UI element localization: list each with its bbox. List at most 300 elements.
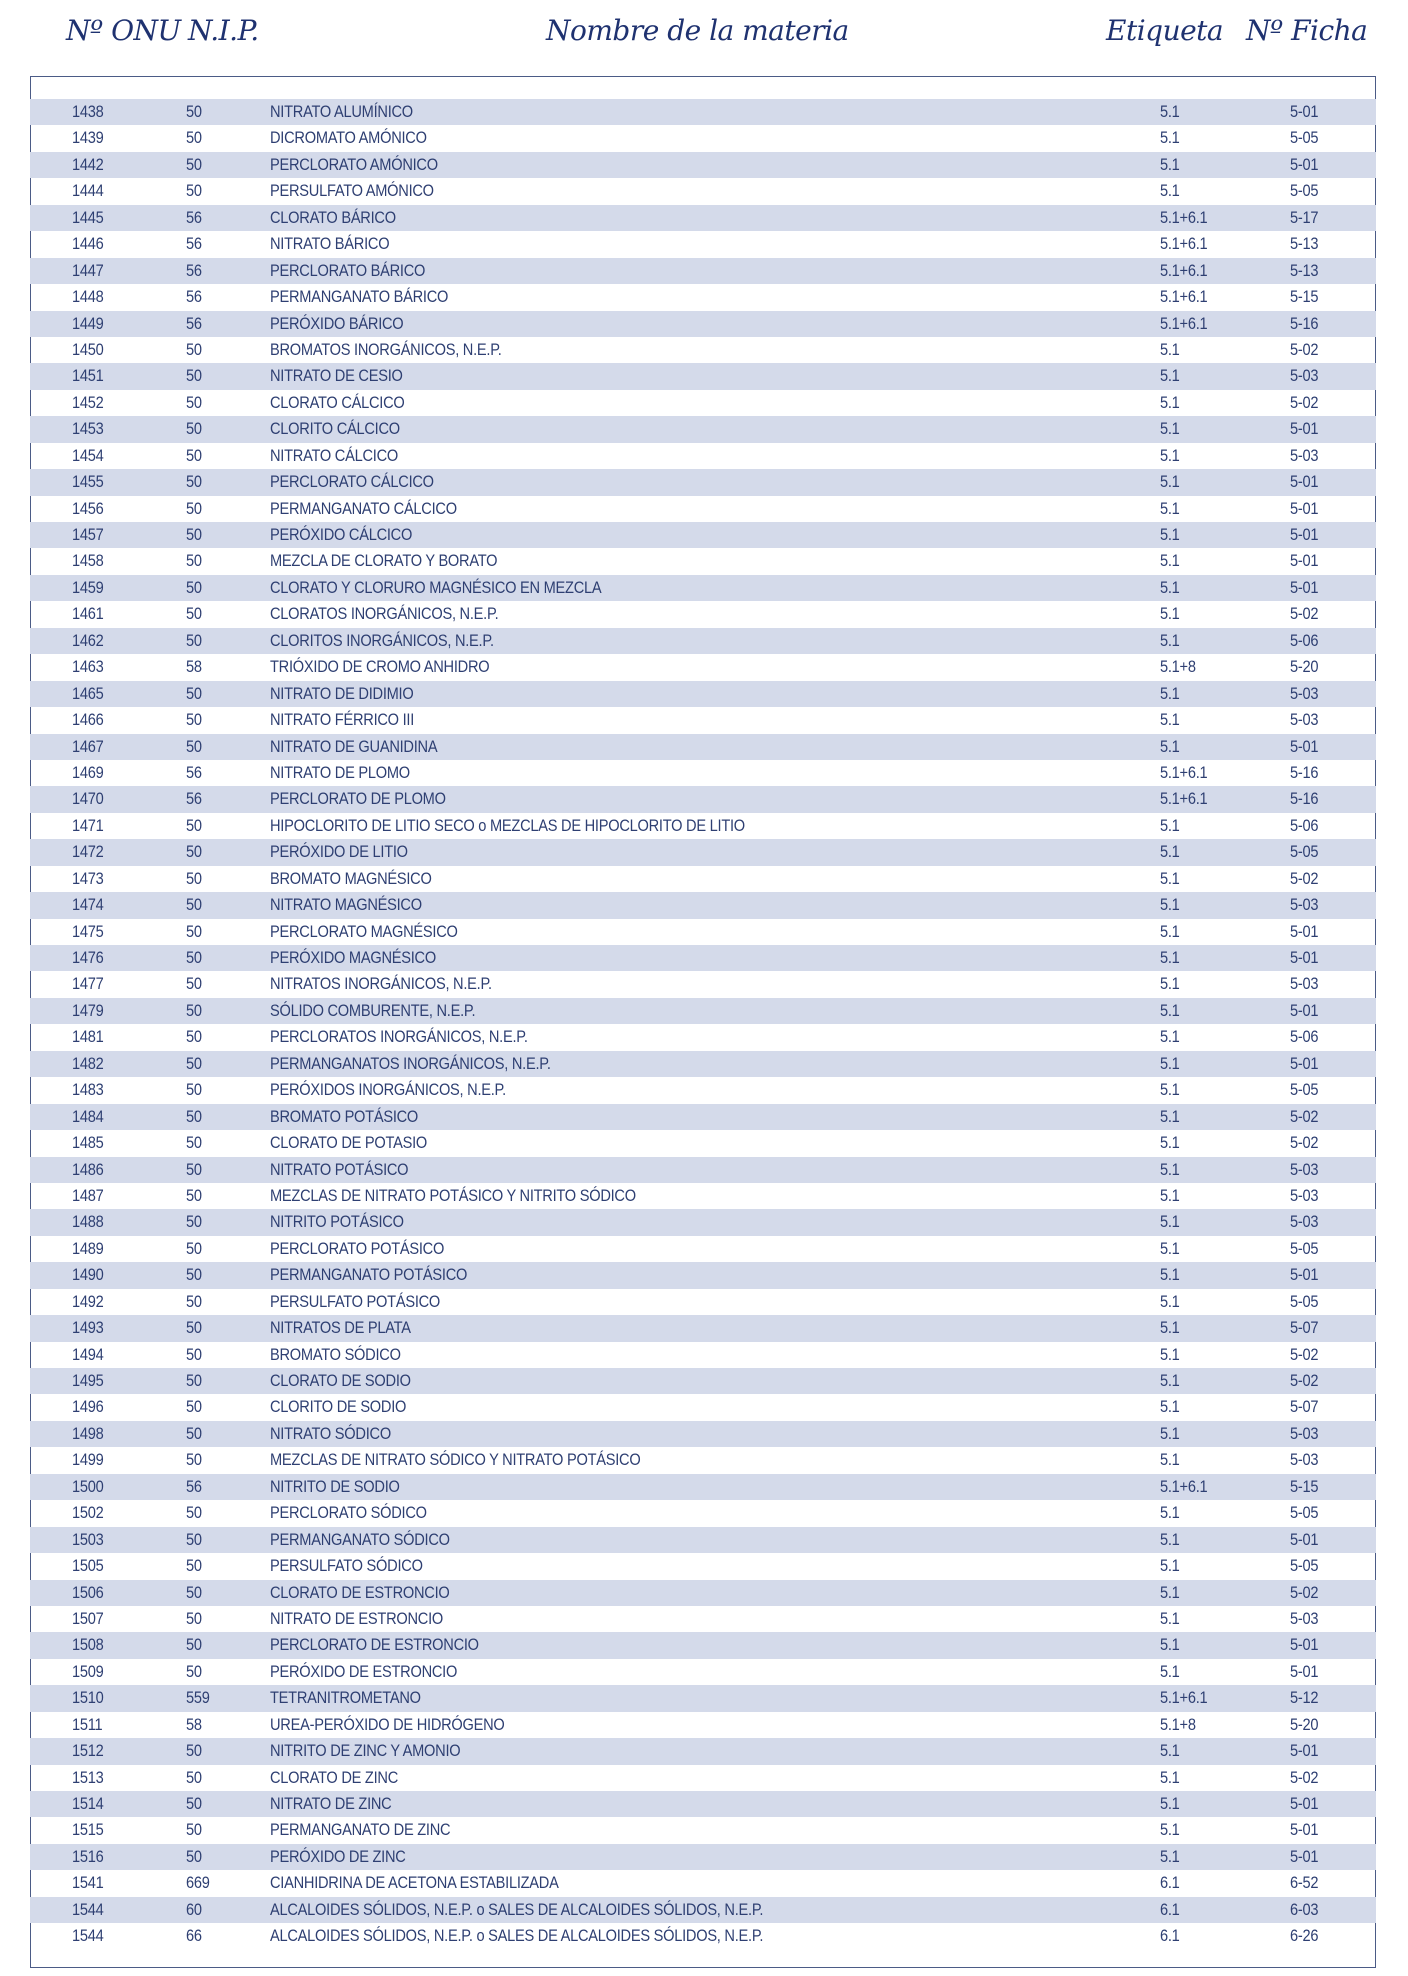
cell-ficha: 5-03 <box>1290 683 1319 703</box>
cell-name: CLORATO DE SODIO <box>270 1371 411 1390</box>
table-row <box>30 1632 1376 1658</box>
cell-name: PERÓXIDO MAGNÉSICO <box>270 948 436 967</box>
cell-nip: 50 <box>186 1661 202 1681</box>
cell-etiqueta: 5.1+6.1 <box>1160 260 1208 280</box>
cell-etiqueta: 5.1 <box>1160 1027 1180 1047</box>
cell-name: PERMANGANATO DE ZINC <box>270 1820 451 1840</box>
table-row <box>30 363 1376 389</box>
cell-name: PERÓXIDOS INORGÁNICOS, N.E.P. <box>270 1080 506 1100</box>
cell-onu: 1477 <box>72 974 104 994</box>
cell-ficha: 5-02 <box>1290 392 1319 412</box>
cell-onu: 1459 <box>72 577 104 597</box>
cell-ficha: 5-01 <box>1290 1661 1319 1681</box>
table-row <box>30 1685 1376 1711</box>
cell-etiqueta: 5.1 <box>1160 525 1180 544</box>
cell-ficha: 5-01 <box>1290 921 1319 941</box>
cell-nip: 58 <box>186 657 202 677</box>
cell-onu: 1541 <box>72 1873 104 1893</box>
cell-onu: 1490 <box>72 1265 104 1285</box>
cell-name: NITRATOS DE PLATA <box>270 1318 411 1338</box>
cell-etiqueta: 5.1 <box>1160 1053 1180 1073</box>
table-row <box>30 1051 1376 1077</box>
table-row <box>30 1262 1376 1288</box>
cell-onu: 1451 <box>72 366 104 386</box>
cell-name: CLORATO BÁRICO <box>270 207 396 227</box>
cell-name: NITRATO ALUMÍNICO <box>270 102 413 121</box>
cell-nip: 50 <box>186 1000 202 1020</box>
cell-ficha: 5-01 <box>1290 1053 1319 1073</box>
cell-onu: 1453 <box>72 419 104 439</box>
cell-nip: 50 <box>186 1212 202 1232</box>
cell-nip: 50 <box>186 339 202 359</box>
cell-nip: 50 <box>186 366 202 386</box>
cell-onu: 1469 <box>72 762 104 782</box>
table-row <box>30 1024 1376 1050</box>
cell-name: NITRITO DE ZINC Y AMONIO <box>270 1741 461 1761</box>
cell-name: NITRATO CÁLCICO <box>270 445 399 465</box>
table-row <box>30 1817 1376 1843</box>
cell-etiqueta: 5.1 <box>1160 736 1180 756</box>
cell-ficha: 5-03 <box>1290 366 1319 386</box>
cell-ficha: 5-01 <box>1290 1000 1319 1020</box>
cell-name: CLORATO DE POTASIO <box>270 1133 428 1153</box>
cell-etiqueta: 5.1 <box>1160 498 1180 518</box>
table-row <box>30 1104 1376 1130</box>
table-row <box>30 1447 1376 1473</box>
cell-etiqueta: 6.1 <box>1160 1873 1180 1893</box>
cell-etiqueta: 5.1 <box>1160 815 1180 835</box>
cell-nip: 56 <box>186 789 202 809</box>
cell-etiqueta: 5.1 <box>1160 1635 1180 1655</box>
cell-etiqueta: 5.1 <box>1160 1397 1180 1417</box>
cell-etiqueta: 5.1 <box>1160 102 1180 121</box>
table-row <box>30 337 1376 363</box>
cell-etiqueta: 5.1+6.1 <box>1160 234 1208 254</box>
cell-nip: 50 <box>186 710 202 730</box>
cell-ficha: 5-01 <box>1290 1265 1319 1285</box>
cell-etiqueta: 5.1 <box>1160 1794 1180 1813</box>
cell-name: BROMATO SÓDICO <box>270 1344 401 1364</box>
cell-onu: 1503 <box>72 1529 104 1549</box>
cell-onu: 1500 <box>72 1476 104 1496</box>
table-row <box>30 1527 1376 1553</box>
cell-name: NITRITO DE SODIO <box>270 1476 400 1496</box>
cell-etiqueta: 5.1 <box>1160 868 1180 888</box>
cell-onu: 1485 <box>72 1133 104 1153</box>
cell-ficha: 5-06 <box>1290 1027 1319 1047</box>
table-row <box>30 258 1376 284</box>
cell-onu: 1498 <box>72 1423 104 1443</box>
cell-ficha: 5-20 <box>1290 1714 1319 1734</box>
cell-etiqueta: 5.1 <box>1160 181 1180 201</box>
table-row <box>30 522 1376 548</box>
cell-onu: 1452 <box>72 392 104 412</box>
cell-ficha: 5-12 <box>1290 1688 1319 1708</box>
cell-etiqueta: 5.1 <box>1160 1661 1180 1681</box>
cell-nip: 50 <box>186 1794 202 1813</box>
table-row <box>30 443 1376 469</box>
cell-onu: 1484 <box>72 1106 104 1126</box>
cell-onu: 1466 <box>72 710 104 730</box>
table-row <box>30 548 1376 574</box>
table-row <box>30 1659 1376 1685</box>
cell-ficha: 5-02 <box>1290 868 1319 888</box>
cell-name: PERÓXIDO DE ZINC <box>270 1846 406 1866</box>
cell-nip: 50 <box>186 1582 202 1602</box>
cell-ficha: 5-07 <box>1290 1318 1319 1338</box>
cell-name: NITRATO BÁRICO <box>270 234 390 254</box>
cell-etiqueta: 5.1 <box>1160 1344 1180 1364</box>
cell-onu: 1508 <box>72 1635 104 1655</box>
cell-onu: 1544 <box>72 1926 104 1946</box>
cell-onu: 1481 <box>72 1027 104 1047</box>
header-onu: Nº ONU <box>66 14 181 47</box>
cell-ficha: 5-01 <box>1290 102 1319 121</box>
table-header <box>0 0 1408 70</box>
cell-nip: 50 <box>186 948 202 967</box>
table-row <box>30 1580 1376 1606</box>
cell-name: CLORATO DE ZINC <box>270 1767 399 1787</box>
cell-ficha: 5-15 <box>1290 1476 1319 1496</box>
cell-name: BROMATO POTÁSICO <box>270 1106 419 1126</box>
cell-onu: 1448 <box>72 287 104 307</box>
cell-nip: 56 <box>186 207 202 227</box>
header-name: Nombre de la materia <box>546 14 849 47</box>
table-row <box>30 1157 1376 1183</box>
cell-name: PERCLORATO BÁRICO <box>270 260 426 280</box>
cell-etiqueta: 5.1 <box>1160 445 1180 465</box>
cell-nip: 50 <box>186 1503 202 1523</box>
table-row <box>30 1791 1376 1817</box>
cell-name: PERMANGANATO CÁLCICO <box>270 498 457 518</box>
cell-ficha: 5-02 <box>1290 604 1319 624</box>
cell-onu: 1445 <box>72 207 104 227</box>
cell-nip: 50 <box>186 1529 202 1549</box>
cell-etiqueta: 5.1 <box>1160 1000 1180 1020</box>
cell-onu: 1444 <box>72 181 104 201</box>
cell-etiqueta: 5.1+6.1 <box>1160 313 1208 333</box>
cell-ficha: 5-05 <box>1290 128 1319 148</box>
cell-name: PERCLORATOS INORGÁNICOS, N.E.P. <box>270 1027 528 1047</box>
table-row <box>30 1342 1376 1368</box>
cell-ficha: 5-01 <box>1290 1529 1319 1549</box>
cell-ficha: 5-02 <box>1290 339 1319 359</box>
cell-onu: 1516 <box>72 1846 104 1866</box>
cell-etiqueta: 5.1 <box>1160 1503 1180 1523</box>
cell-ficha: 5-03 <box>1290 445 1319 465</box>
cell-etiqueta: 5.1 <box>1160 974 1180 994</box>
cell-onu: 1446 <box>72 234 104 254</box>
cell-etiqueta: 5.1 <box>1160 710 1180 730</box>
cell-onu: 1509 <box>72 1661 104 1681</box>
table-row <box>30 1289 1376 1315</box>
cell-onu: 1496 <box>72 1397 104 1417</box>
cell-nip: 50 <box>186 1635 202 1655</box>
cell-nip: 50 <box>186 1106 202 1126</box>
cell-nip: 50 <box>186 525 202 544</box>
cell-onu: 1499 <box>72 1450 104 1470</box>
cell-name: UREA-PERÓXIDO DE HIDRÓGENO <box>270 1714 505 1734</box>
cell-nip: 50 <box>186 868 202 888</box>
table-row <box>30 866 1376 892</box>
table-row <box>30 945 1376 971</box>
cell-etiqueta: 5.1 <box>1160 1080 1180 1100</box>
cell-nip: 50 <box>186 736 202 756</box>
cell-etiqueta: 5.1 <box>1160 630 1180 650</box>
table-row <box>30 1738 1376 1764</box>
cell-name: CLORITO DE SODIO <box>270 1397 407 1417</box>
header-nip: N.I.P. <box>188 14 259 47</box>
cell-name: PERÓXIDO CÁLCICO <box>270 525 413 544</box>
cell-ficha: 5-02 <box>1290 1767 1319 1787</box>
cell-name: PERMANGANATO SÓDICO <box>270 1529 450 1549</box>
cell-etiqueta: 5.1 <box>1160 895 1180 915</box>
cell-etiqueta: 5.1 <box>1160 1529 1180 1549</box>
cell-name: TETRANITROMETANO <box>270 1688 421 1708</box>
cell-ficha: 5-01 <box>1290 1741 1319 1761</box>
cell-nip: 50 <box>186 921 202 941</box>
cell-onu: 1456 <box>72 498 104 518</box>
table-row <box>30 1077 1376 1103</box>
cell-nip: 50 <box>186 1397 202 1417</box>
cell-nip: 50 <box>186 445 202 465</box>
cell-nip: 50 <box>186 815 202 835</box>
cell-onu: 1544 <box>72 1899 104 1919</box>
cell-name: CLORATO Y CLORURO MAGNÉSICO EN MEZCLA <box>270 577 602 597</box>
cell-name: ALCALOIDES SÓLIDOS, N.E.P. o SALES DE ALCALOIDES SÓLIDOS, N.E.P. <box>270 1926 764 1946</box>
cell-nip: 50 <box>186 1450 202 1470</box>
table-row <box>30 416 1376 442</box>
cell-ficha: 5-03 <box>1290 1608 1319 1628</box>
cell-etiqueta: 5.1 <box>1160 366 1180 386</box>
cell-onu: 1474 <box>72 895 104 915</box>
table-row <box>30 1368 1376 1394</box>
cell-etiqueta: 5.1 <box>1160 1212 1180 1232</box>
cell-onu: 1473 <box>72 868 104 888</box>
cell-nip: 50 <box>186 1846 202 1866</box>
cell-onu: 1472 <box>72 842 104 862</box>
cell-name: NITRATO SÓDICO <box>270 1423 391 1443</box>
cell-nip: 50 <box>186 472 202 492</box>
cell-etiqueta: 5.1 <box>1160 683 1180 703</box>
cell-nip: 50 <box>186 1371 202 1390</box>
cell-ficha: 5-05 <box>1290 1503 1319 1523</box>
cell-ficha: 5-13 <box>1290 260 1319 280</box>
cell-onu: 1455 <box>72 472 104 492</box>
cell-ficha: 5-05 <box>1290 181 1319 201</box>
cell-etiqueta: 6.1 <box>1160 1899 1180 1919</box>
cell-ficha: 5-01 <box>1290 551 1319 571</box>
cell-nip: 50 <box>186 102 202 121</box>
table-row <box>30 707 1376 733</box>
table-row <box>30 628 1376 654</box>
cell-ficha: 5-01 <box>1290 525 1319 544</box>
cell-onu: 1512 <box>72 1741 104 1761</box>
cell-onu: 1507 <box>72 1608 104 1628</box>
cell-nip: 56 <box>186 234 202 254</box>
cell-ficha: 5-15 <box>1290 287 1319 307</box>
table-row <box>30 1765 1376 1791</box>
cell-ficha: 5-03 <box>1290 1423 1319 1443</box>
cell-ficha: 5-16 <box>1290 789 1319 809</box>
cell-etiqueta: 5.1 <box>1160 1106 1180 1126</box>
cell-onu: 1487 <box>72 1185 104 1205</box>
cell-etiqueta: 5.1+6.1 <box>1160 1476 1208 1496</box>
cell-name: TRIÓXIDO DE CROMO ANHIDRO <box>270 657 490 677</box>
cell-etiqueta: 5.1 <box>1160 1846 1180 1866</box>
cell-name: CLORITO CÁLCICO <box>270 419 400 439</box>
cell-ficha: 5-13 <box>1290 234 1319 254</box>
cell-name: CLORATOS INORGÁNICOS, N.E.P. <box>270 604 499 624</box>
cell-ficha: 5-16 <box>1290 762 1319 782</box>
cell-onu: 1493 <box>72 1318 104 1338</box>
cell-name: MEZCLAS DE NITRATO POTÁSICO Y NITRITO SÓDICO <box>270 1185 636 1205</box>
cell-nip: 56 <box>186 313 202 333</box>
cell-onu: 1510 <box>72 1688 104 1708</box>
table-row <box>30 1474 1376 1500</box>
table-row <box>30 575 1376 601</box>
cell-ficha: 5-05 <box>1290 1080 1319 1100</box>
cell-name: PERCLORATO AMÓNICO <box>270 154 438 174</box>
cell-name: PERÓXIDO DE LITIO <box>270 842 408 862</box>
cell-onu: 1470 <box>72 789 104 809</box>
cell-name: HIPOCLORITO DE LITIO SECO o MEZCLAS DE HIPOCLORITO DE LITIO <box>270 815 745 835</box>
table-row <box>30 1606 1376 1632</box>
cell-ficha: 5-03 <box>1290 974 1319 994</box>
cell-ficha: 5-03 <box>1290 1450 1319 1470</box>
cell-onu: 1471 <box>72 815 104 835</box>
cell-name: NITRATO FÉRRICO III <box>270 710 415 730</box>
cell-nip: 50 <box>186 683 202 703</box>
cell-nip: 50 <box>186 895 202 915</box>
cell-ficha: 5-03 <box>1290 895 1319 915</box>
cell-ficha: 5-01 <box>1290 498 1319 518</box>
cell-name: CLORATO DE ESTRONCIO <box>270 1582 450 1602</box>
cell-etiqueta: 5.1 <box>1160 948 1180 967</box>
cell-onu: 1505 <box>72 1556 104 1576</box>
table-row <box>30 1897 1376 1923</box>
cell-etiqueta: 5.1 <box>1160 1767 1180 1787</box>
cell-etiqueta: 5.1+6.1 <box>1160 762 1208 782</box>
cell-name: DICROMATO AMÓNICO <box>270 128 427 148</box>
table-row <box>30 1236 1376 1262</box>
cell-etiqueta: 5.1 <box>1160 1265 1180 1285</box>
cell-nip: 50 <box>186 128 202 148</box>
cell-onu: 1486 <box>72 1159 104 1179</box>
table-row <box>30 601 1376 627</box>
table-row <box>30 205 1376 231</box>
cell-nip: 50 <box>186 181 202 201</box>
cell-name: CLORATO CÁLCICO <box>270 392 405 412</box>
cell-ficha: 5-02 <box>1290 1582 1319 1602</box>
cell-onu: 1476 <box>72 948 104 967</box>
cell-ficha: 5-01 <box>1290 736 1319 756</box>
cell-onu: 1495 <box>72 1371 104 1390</box>
table-row <box>30 892 1376 918</box>
cell-name: NITRATO DE CESIO <box>270 366 403 386</box>
cell-etiqueta: 5.1 <box>1160 128 1180 148</box>
cell-name: PERCLORATO MAGNÉSICO <box>270 921 458 941</box>
cell-onu: 1479 <box>72 1000 104 1020</box>
table-row <box>30 231 1376 257</box>
cell-onu: 1482 <box>72 1053 104 1073</box>
cell-onu: 1461 <box>72 604 104 624</box>
cell-nip: 50 <box>186 498 202 518</box>
cell-onu: 1447 <box>72 260 104 280</box>
cell-onu: 1442 <box>72 154 104 174</box>
table-row <box>30 152 1376 178</box>
cell-onu: 1465 <box>72 683 104 703</box>
table-row <box>30 1712 1376 1738</box>
cell-etiqueta: 5.1 <box>1160 1159 1180 1179</box>
cell-ficha: 5-02 <box>1290 1371 1319 1390</box>
cell-nip: 50 <box>186 1291 202 1311</box>
cell-nip: 50 <box>186 1027 202 1047</box>
cell-nip: 50 <box>186 577 202 597</box>
cell-ficha: 5-02 <box>1290 1133 1319 1153</box>
cell-etiqueta: 5.1+6.1 <box>1160 287 1208 307</box>
cell-nip: 50 <box>186 1318 202 1338</box>
cell-etiqueta: 5.1 <box>1160 392 1180 412</box>
cell-onu: 1462 <box>72 630 104 650</box>
cell-onu: 1514 <box>72 1794 104 1813</box>
cell-onu: 1515 <box>72 1820 104 1840</box>
cell-nip: 50 <box>186 1767 202 1787</box>
table-row <box>30 1209 1376 1235</box>
cell-ficha: 5-01 <box>1290 1846 1319 1866</box>
cell-etiqueta: 5.1 <box>1160 1371 1180 1390</box>
cell-nip: 50 <box>186 1133 202 1153</box>
cell-nip: 56 <box>186 260 202 280</box>
cell-etiqueta: 5.1 <box>1160 419 1180 439</box>
cell-etiqueta: 5.1 <box>1160 1318 1180 1338</box>
cell-ficha: 5-05 <box>1290 842 1319 862</box>
cell-ficha: 5-06 <box>1290 815 1319 835</box>
cell-ficha: 5-01 <box>1290 577 1319 597</box>
cell-nip: 50 <box>186 974 202 994</box>
cell-nip: 66 <box>186 1926 202 1946</box>
cell-nip: 50 <box>186 1344 202 1364</box>
table-row <box>30 390 1376 416</box>
table-row <box>30 311 1376 337</box>
table-row <box>30 99 1376 125</box>
cell-name: ALCALOIDES SÓLIDOS, N.E.P. o SALES DE ALCALOIDES SÓLIDOS, N.E.P. <box>270 1899 764 1919</box>
cell-ficha: 6-26 <box>1290 1926 1319 1946</box>
cell-nip: 669 <box>186 1873 210 1893</box>
cell-nip: 50 <box>186 842 202 862</box>
cell-etiqueta: 5.1 <box>1160 1185 1180 1205</box>
cell-nip: 50 <box>186 551 202 571</box>
table-row <box>30 469 1376 495</box>
table-row <box>30 1315 1376 1341</box>
table-row <box>30 1130 1376 1156</box>
cell-etiqueta: 5.1 <box>1160 577 1180 597</box>
cell-etiqueta: 5.1 <box>1160 604 1180 624</box>
cell-nip: 50 <box>186 630 202 650</box>
header-ficha: Nº Ficha <box>1246 14 1368 47</box>
cell-nip: 50 <box>186 1080 202 1100</box>
cell-onu: 1506 <box>72 1582 104 1602</box>
cell-etiqueta: 5.1 <box>1160 1556 1180 1576</box>
cell-etiqueta: 5.1 <box>1160 1582 1180 1602</box>
cell-name: MEZCLA DE CLORATO Y BORATO <box>270 551 498 571</box>
cell-nip: 50 <box>186 1820 202 1840</box>
cell-name: NITRATO DE PLOMO <box>270 762 410 782</box>
cell-name: NITRATO MAGNÉSICO <box>270 895 422 915</box>
cell-etiqueta: 5.1 <box>1160 339 1180 359</box>
cell-name: NITRATOS INORGÁNICOS, N.E.P. <box>270 974 492 994</box>
cell-onu: 1483 <box>72 1080 104 1100</box>
